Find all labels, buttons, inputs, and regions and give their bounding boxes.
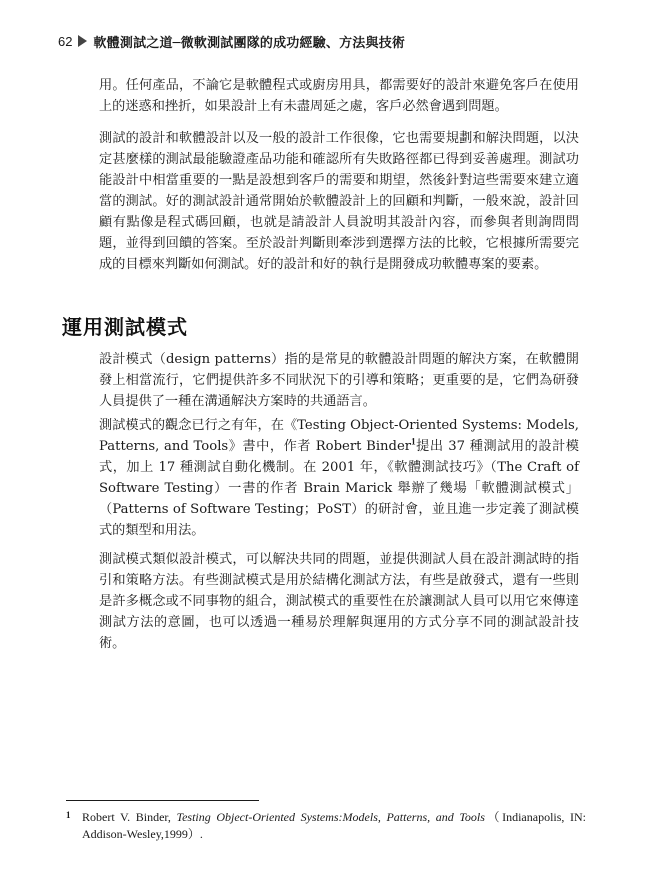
page-number: 62 [58, 33, 73, 49]
running-header [58, 31, 648, 51]
triangle-arrow-icon [78, 35, 87, 47]
footnote-author: Robert V. Binder, [82, 810, 177, 824]
footnote-number: 1 [66, 810, 71, 820]
paragraph-text-after-ref: 提出 37 種測試用的設計模式，加上 17 種測試自動化機制。在 2001 年，《軟體測試技巧》（The Craft of Software Testing）一書的作者 Brain Marick 舉辦了幾場「軟體測試模式」（Patterns of Software Testing；PoST）的研討會，並且進一步定義了測試模式的類型和用法。 [99, 439, 579, 538]
section-heading: 運用測試模式 [62, 315, 188, 339]
footnote-book-title: Testing Object-Oriented Systems:Models, Patterns, and Tools [176, 810, 485, 824]
book-title: 軟體測試之道─微軟測試團隊的成功經驗、方法與技術 [93, 35, 406, 51]
paragraph-design-patterns: 設計模式（design patterns）指的是常見的軟體設計問題的解決方案，在軟體開發上相當流行，它們提供許多不同狀況下的引導和策略；更重要的是，它們為研發人員提供了一種在溝通解決方案時的共通語言。 [99, 352, 579, 409]
paragraph-continued: 用。任何產品，不論它是軟體程式或廚房用具，都需要好的設計來避免客戶在使用上的迷惑和挫折，如果設計上有未盡周延之處，客戶必然會遇到問題。 [99, 78, 579, 114]
footnote-publisher: （Indianapolis, IN: Addison-Wesley,1999）. [82, 810, 586, 841]
paragraph-test-patterns-usage: 測試模式類似設計模式，可以解決共同的問題，並提供測試人員在設計測試時的指引和策略方法。有些測試模式是用於結構化測試方法，有些是啟發式，還有一些則是許多概念或不同事物的組合，測試模式的重要性在於讓測試人員可以用它來傳達測試方法的意圖，也可以透過一種易於理解與運用的方式分享不同的測試設計技術。 [99, 552, 579, 651]
footnote-divider [66, 800, 259, 801]
paragraph-text-before-ref: 測試模式的觀念已行之有年，在《Testing Object-Oriented Systems: Models, Patterns, and Tools》書中，作者 Robert Binder [99, 418, 579, 454]
footnote-reference-mark[interactable]: 1 [411, 436, 416, 447]
footnote [66, 809, 586, 843]
paragraph-test-patterns-history [99, 415, 579, 541]
paragraph-test-design: 測試的設計和軟體設計以及一般的設計工作很像，它也需要規劃和解決問題，以決定甚麼樣的測試最能驗證產品功能和確認所有失敗路徑都已得到妥善處理。測試功能設計中相當重要的一點是設想到客戶的需要和期望，然後針對這些需要來建立適當的測試。好的測試設計通常開始於軟體設計上的回顧和判斷，一般來說，設計回顧有點像是程式碼回顧，也就是請設計人員說明其設計內容，而參與者則詢問問題，並得到回饋的答案。至於設計判斷則牽涉到選擇方法的比較，它根據所需要完成的目標來判斷如何測試。好的設計和好的執行是開發成功軟體專案的要素。 [99, 131, 579, 272]
footnote-text [66, 809, 586, 843]
